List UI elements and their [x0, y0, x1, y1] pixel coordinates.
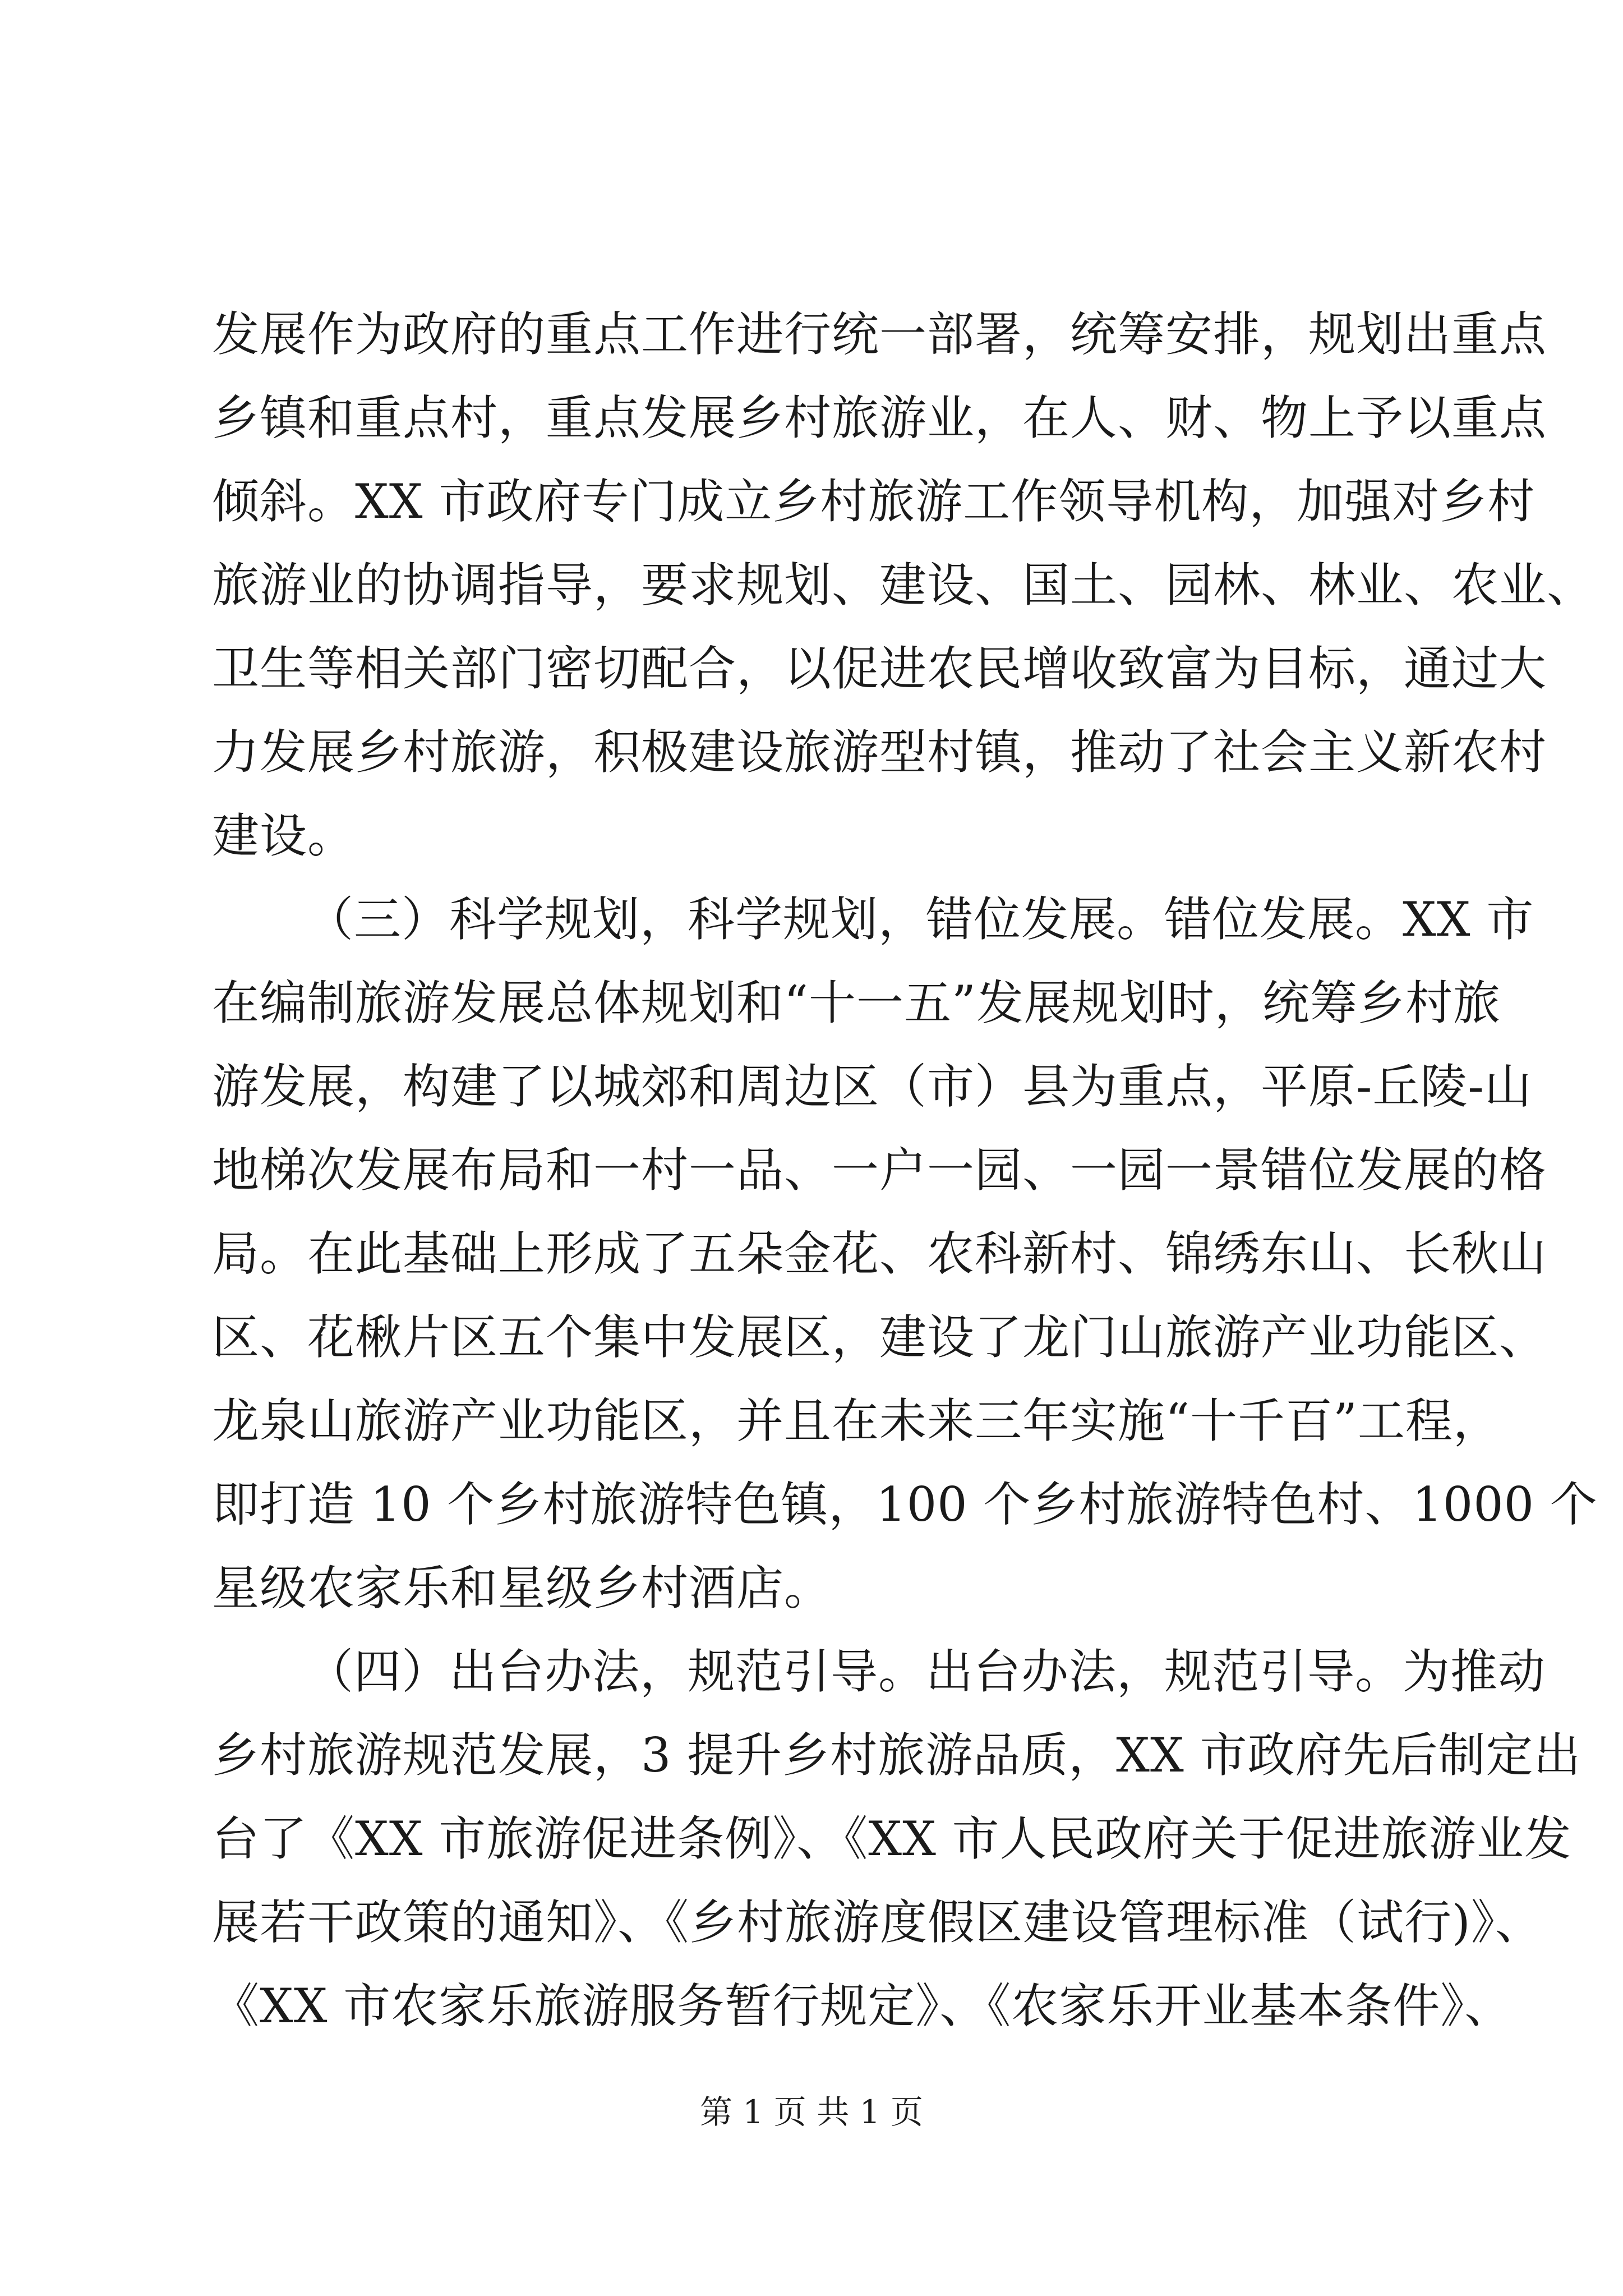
text-line: 发展作为政府的重点工作进行统一部署，统筹安排，规划出重点 — [212, 307, 1547, 362]
text-line: 区、花楸片区五个集中发展区，建设了龙门山旅游产业功能区、 — [212, 1310, 1547, 1365]
text-line: 旅游业的协调指导，要求规划、建设、国土、园林、林业、农业、 — [212, 558, 1595, 613]
document-body — [212, 293, 1598, 2048]
text-line: 卫生等相关部门密切配合，以促进农民增收致富为目标，通过大 — [212, 641, 1547, 696]
text-line: 地梯次发展布局和一村一品、一户一园、一园一景错位发展的格 — [212, 1143, 1547, 1198]
text-line: 展若干政策的通知》、《乡村旅游度假区建设管理标准（试行)》、 — [212, 1895, 1543, 1950]
page-footer: 第 1 页 共 1 页 — [700, 2093, 923, 2131]
text-line: 乡村旅游规范发展，3 提升乡村旅游品质，XX 市政府先后制定出 — [212, 1728, 1581, 1783]
text-line: 倾斜。XX 市政府专门成立乡村旅游工作领导机构，加强对乡村 — [212, 474, 1536, 529]
text-line: 建设。 — [212, 808, 356, 863]
text-line: 《XX 市农家乐旅游服务暂行规定》、《农家乐开业基本条件》、 — [212, 1978, 1513, 2033]
text-line: 局。在此基础上形成了五朵金花、农科新村、锦绣东山、长秋山 — [212, 1226, 1547, 1281]
text-line: 乡镇和重点村，重点发展乡村旅游业，在人、财、物上予以重点 — [212, 390, 1547, 445]
text-line: 龙泉山旅游产业功能区，并且在未来三年实施“十千百”工程， — [212, 1393, 1501, 1448]
text-line: （四）出台办法，规范引导。出台办法，规范引导。为推动 — [306, 1644, 1546, 1699]
text-line: 力发展乡村旅游，积极建设旅游型村镇，推动了社会主义新农村 — [212, 725, 1547, 780]
text-line: 即打造 10 个乡村旅游特色镇，100 个乡村旅游特色村、1000 个 — [212, 1477, 1598, 1532]
text-line: 游发展，构建了以城郊和周边区（市）县为重点，平原-丘陵-山 — [212, 1059, 1532, 1114]
text-line: 星级农家乐和星级乡村酒店。 — [212, 1561, 832, 1616]
text-line: 台了《XX 市旅游促进条例》、《XX 市人民政府关于促进旅游业发 — [212, 1811, 1572, 1866]
text-line: （三）科学规划，科学规划，错位发展。错位发展。XX 市 — [306, 892, 1534, 947]
text-line: 在编制旅游发展总体规划和“十一五”发展规划时，统筹乡村旅 — [212, 976, 1501, 1030]
